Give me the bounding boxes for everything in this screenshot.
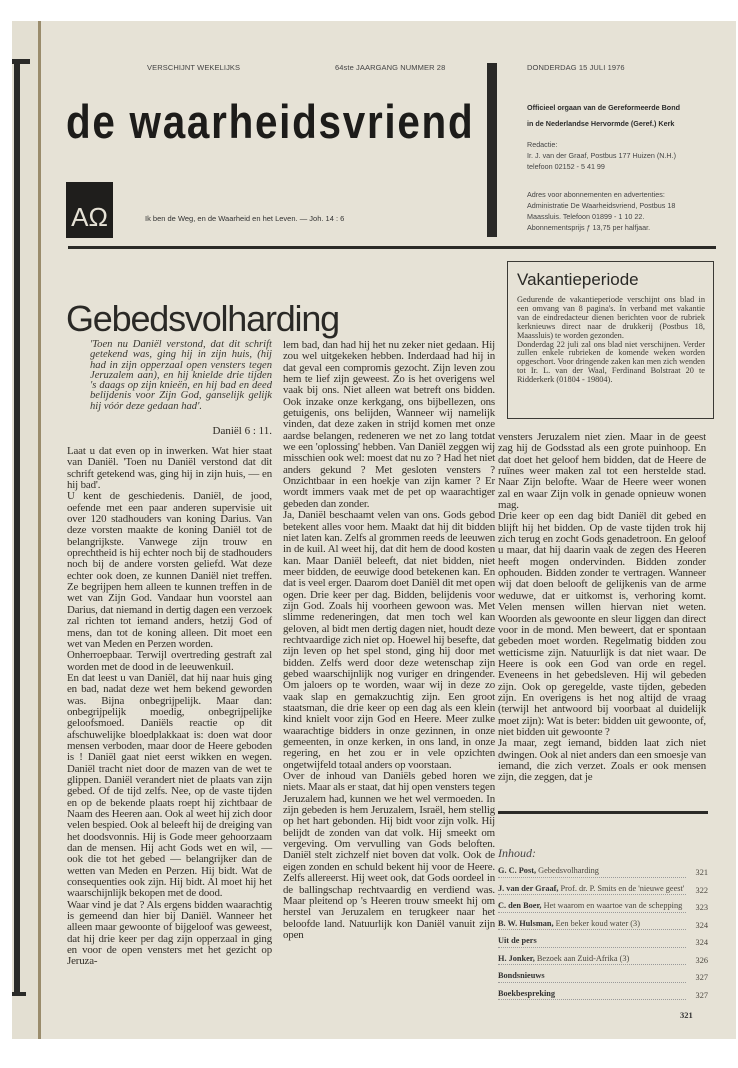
toc-page: 322 <box>695 885 708 895</box>
vacation-notice-box <box>507 261 714 419</box>
previous-page-rule <box>14 60 20 995</box>
previous-page-rule-bottom <box>12 992 26 996</box>
paragraph: vensters Jeruzalem niet zien. Maar in de geest zag hij de Godsstad als een grote puinhoop. En dat doet het geloof hem bidden, dat de Heere de ruïnes weer maken zal tot een herstelde stad. Naar Zijn belofte. Waar de Heere weer wonen zal en waar Zijn volk in genade opnieuw wonen mag. <box>498 431 706 512</box>
newspaper-title: de waarheidsvriend <box>66 95 475 148</box>
toc-title: Prof. dr. P. Smits en de 'nieuwe geest' <box>560 883 685 893</box>
page-number: 321 <box>680 1010 693 1020</box>
volume-label: 64ste JAARGANG NUMMER 28 <box>335 63 446 72</box>
toc-entry <box>498 884 708 896</box>
toc-page: 321 <box>695 868 708 877</box>
contents-heading: Inhoud: <box>498 846 536 860</box>
adres-line-2: Administratie De Waarheidsvriend, Postbus 18 <box>527 201 676 210</box>
issue-date: DONDERDAG 15 JULI 1976 <box>527 63 625 72</box>
toc-entry <box>498 971 708 983</box>
toc-author: G. C. Post, <box>498 866 537 875</box>
scripture-reference: Daniël 6 : 11. <box>212 425 272 437</box>
adres-line-3: Maassluis. Telefoon 01899 - 1 10 22. <box>527 212 645 221</box>
masthead-rule <box>68 246 716 249</box>
notice-paragraph: Gedurende de vakantieperiode verschijnt ons blad in een omvang van 8 pagina's. In verband met vakantie van de eindredacteur dienen berichten voor de rubriek kerknieuws direct naar de drukkerij (Postbus 18, Maassluis) te worden gezonden. <box>517 295 705 340</box>
toc-author: Bondsnieuws <box>498 971 545 980</box>
page-fold-line <box>38 21 41 1039</box>
article-title: Gebedsvolharding <box>66 298 340 339</box>
redactie-address: Ir. J. van der Graaf, Postbus 177 Huizen (N.H.) <box>527 151 677 160</box>
paragraph: lem bad, dan had hij het nu zeker niet gedaan. Hij zou wel uitgekeken hebben. Inderdaad had hij in dat geval een compromis gezocht. Zijn leven zou hem te lief zijn geweest. Zo is het overigens wel vaak bij ons. Niet alleen wat betreft ons bidden. Ook inzake onze kerkgang, ons bijbellezen, ons getuigenis, ons belijden, Wanneer wij namelijk vinden, dat deze zaken in strijd komen met onze aardse belangen, redeneren we net zo lang totdat we een 'oplossing' hebben. Van Daniël zeggen wij misschien ook wel: moest dat nu zo ? Had het niet anders gekund ? Met gesloten vensters ? Onzichtbaar in een hoekje van zijn kamer ? Er wordt immers vaak met de pet op waarachtiger gebeden dan zonder. <box>283 339 495 510</box>
toc-entry <box>498 901 708 913</box>
toc-author: Uit de pers <box>498 936 537 945</box>
adres-line-1: Adres voor abonnementen en advertenties: <box>527 190 665 199</box>
redactie-phone: telefoon 02152 - 5 41 99 <box>527 162 605 171</box>
toc-page: 324 <box>695 920 708 930</box>
toc-entry <box>498 866 708 878</box>
toc-entry <box>498 989 708 1001</box>
masthead-divider-bar <box>487 63 497 237</box>
toc-entry <box>498 936 708 948</box>
paragraph: Laat u dat even op in inwerken. Wat hier staat van Daniël. 'Toen nu Daniël verstond dat dit schrift getekend was, ging hij in zijn huis, — en hij bad'. <box>67 445 272 492</box>
subscription-info <box>527 189 675 233</box>
column-end-rule <box>498 811 708 814</box>
frequency-label: VERSCHIJNT WEKELIJKS <box>147 63 241 72</box>
toc-title: Gebedsvolharding <box>538 866 599 875</box>
alpha-omega-glyph: AΩ <box>71 202 108 232</box>
toc-page: 327 <box>695 973 708 982</box>
paragraph: U kent de geschiedenis. Daniël, de jood, oefende met een paar anderen supervisie uit over 120 stadhouders van koning Darius. Van deze vorsten maakte de koning Daniël tot de belangrijkste. Vanwege zijn trouw en oprechtheid is hij echter noch bij de stadhouders noch bij de andere vorsten geliefd. Wat deze echter ook doen, ze kunnen Daniël niet treffen. Ze begrijpen hem alleen te kunnen treffen in de wet van Zijn God. Vandaar hun voorstel aan Darius, dat niemand in dertig dagen een verzoek zal richten tot iemand anders, hetzij God of mens, dan tot de koning alleen. Dit moet een wet van Meden en Perzen worden. <box>67 490 272 650</box>
notice-paragraph: Donderdag 22 juli zal ons blad niet verschijnen. Verder zullen enkele rubrieken de komende weken worden opgeschort. Voor dringende zaken kan men zich wenden tot Ir. L. van der Waal, Ferdinand Bolstraat 20 te Ridderkerk (01804 - 19804). <box>517 339 705 385</box>
alpha-omega-logo <box>66 182 113 238</box>
toc-title: Een beker koud water (3) <box>555 918 640 928</box>
paragraph: En dat leest u van Daniël, dat hij naar huis ging en bad, nadat deze wet hem bekend geworden was. Bijna onbegrijpelijk. Maar dan: onbegrijpelijk moedig, onbegrijpelijke geloofsmoed. Daniëls reactie op dit afschuwelijke bloedplakkaat is: doen wat door mensen verboden, maar door de Heere geboden is ! Daniël gaat niet eerst wikken en wegen. Daniël tracht niet door de mazen van de wet te glippen. Daniël verandert niet de plaats van zijn gebed. Of de tijd zelfs. Nee, op de vaste tijden en op de bekende plaats roept hij zichtbaar de Naam des Heeren aan. Ook al weet hij zich door velen bespied. Ook al beleeft hij de dreiging van het doodsvonnis. Hij is Gode meer gehoorzaam dan de mensen. Hij acht Gods wet en wil, — ook die tot het gebed — belangrijker dan de wetten van Meden en Perzen. Hij bidt. Wat de consequenties ook zijn. Hij bidt. Al moet hij het waarschijnlijk bekopen met de dood. <box>67 671 272 900</box>
organ-line-2: in de Nederlandse Hervormde (Geref.) Kerk <box>527 119 675 128</box>
toc-author: H. Jonker, <box>498 953 535 963</box>
previous-page-rule-top <box>12 59 30 64</box>
notice-title: Vakantieperiode <box>517 270 639 289</box>
organ-line-1: Officieel orgaan van de Gereformeerde Bond <box>527 103 680 112</box>
paragraph: Ja maar, zegt iemand, bidden laat zich niet dwingen. Ook al niet anders dan een smoesje van iemand, die zich verzet. Zoals er ook mensen zijn, die zeggen, dat je <box>498 737 706 784</box>
toc-entry <box>498 919 708 931</box>
toc-page: 327 <box>695 990 708 1000</box>
organ-info <box>527 102 680 129</box>
article-column-1 <box>67 446 272 968</box>
paragraph: Drie keer op een dag bidt Daniël dit gebed en blijft hij het bidden. Op de vaste tijden trok hij zich terug en zocht Gods genadetroon. En geloof u maar, dat hij daarin vaak de zegen des Heeren heeft mogen ondervinden. Bidden zonder ophouden. Bidden zonder te vertragen. Wanneer wij dat doen belooft de gelijkenis van de arme weduwe, dat er uitkomst is, verhoring komt. Velen mensen willen hiervan niet weten. Woorden als gewoonte en sleur liggen dan direct voor in de mond. Men beweert, dat er spontaan gebeden moet worden. Regelmatig bidden zou wetticisme zijn. Natuurlijk is dat niet waar. De Heere is ook een God van orde en regel. Eveneens in het gebedsleven. Hij wil gebeden zijn. Ook op geregelde, vaste tijden, gebeden zijn. En overigens is het nog altijd de vraag (terwijl het antwoord bij voorbaat al duidelijk moet zijn): Wat is beter: bidden uit gewoonte, of, niet bidden uit gewoonte ? <box>498 510 706 738</box>
toc-author: Boekbespreking <box>498 988 556 998</box>
paragraph: Waar vind je dat ? Als ergens bidden waarachtig is gemeend dan hier bij Daniël. Wanneer het alleen maar gewoonte of bijgeloof was geweest, dat hij drie keer per dag zijn opperzaal in ging en voor de open vensters met het gezicht op Jeruza- <box>67 898 272 968</box>
paragraph: Onherroepbaar. Terwijl overtreding gestraft zal worden met de dood in de leeuwenkuil. <box>67 649 272 673</box>
article-column-3 <box>498 432 706 784</box>
toc-entry <box>498 954 708 966</box>
editorial-info <box>527 139 676 172</box>
redactie-label: Redactie: <box>527 140 558 149</box>
table-of-contents <box>498 866 708 1006</box>
paragraph: Over de inhoud van Daniëls gebed horen we niets. Maar als er staat, dat hij open vensters tegen Jeruzalem had, kunnen we het wel vermoeden. In zijn gebeden is hem Jeruzalem, Israël, hem stellig op het hart gebonden. Hij bidt voor zijn volk. Hij belijdt de zonden van dat volk. Hij smeekt om vergeving. Om vervulling van Gods beloften. Daniël stelt zichzelf niet boven dat volk. Ook de eigen zonden en schuld bekent hij voor de Heere. Zelfs allereerst. Hij weet ook, dat Gods oordeel in de ballingschap rechtvaardig en verdiend was. Maar pleitend op 's Heeren trouw smeekt hij om herstel van Jeruzalem en terugkeer naar het beloofde land. Natuurlijk kon Daniël vanuit zijn open <box>283 770 495 941</box>
toc-author: C. den Boer, <box>498 901 542 910</box>
motto: Ik ben de Weg, en de Waarheid en het Leven. — Joh. 14 : 6 <box>145 214 345 223</box>
toc-author: J. van der Graaf, <box>498 883 559 893</box>
article-column-2 <box>283 340 495 941</box>
toc-page: 323 <box>695 903 708 912</box>
adres-line-4: Abonnementsprijs ƒ 13,75 per halfjaar. <box>527 223 651 232</box>
toc-author: B. W. Hulsman, <box>498 918 554 928</box>
toc-page: 324 <box>695 938 708 947</box>
scripture-quote: 'Toen nu Daniël verstond, dat dit schrift getekend was, ging hij in zijn huis, (hij had in zijn opperzaal open vensters tegen Jeruzalem aan), en hij knielde drie tijden 's daags op zijn knieën, en hij bad en deed belijdenis voor Zijn God, ganselijk gelijk hij vóór deze gedaan had'. <box>90 339 272 412</box>
paragraph: Ja, Daniël beschaamt velen van ons. Gods gebod betekent alles voor hem. Maakt dat hij dit bidden niet laten kan. Zelfs al grommen reeds de leeuwen in de kuil. Al weet hij, dat dit hem de dood kosten kan. Maar Daniël beleeft, dat niet bidden, niet meer bidden, de eeuwige dood betekenen kan. En dat is veel erger. Daarom doet Daniël dit met open ogen. Drie keer per dag. Bidden, belijdenis voor zijn God. Zoals hij voorheen gewoon was. Met slimme redeneringen, dat men toch wel kan geloven, al bidt men dertig dagen niet, houdt deze rechtvaardige zich niet op. Hoewel hij besefte, dat zijn leven op het spel stond, ging hij door met bidden. Zelfs werd door deze wetenschap zijn gebed waarschijnlijk nog vuriger en dringender. Om jaloers op te worden, waar wij in deze zo vaak slap en gemakzuchtig zijn. Een groot staatsman, die drie keer op een dag als een klein kind knielt voor zijn God en Heere. Meer zulke waarachtige bidders in onze gezinnen, in onze gemeenten, in onze kerken, in ons land, in onze regering, en het zou er in vele opzichten ongetwijfeld totaal anders op voorstaan. <box>283 509 495 771</box>
toc-page: 326 <box>695 955 708 965</box>
toc-title: Bezoek aan Zuid-Afrika (3) <box>536 953 630 963</box>
toc-title: Het waarom en waartoe van de schepping <box>543 901 683 910</box>
